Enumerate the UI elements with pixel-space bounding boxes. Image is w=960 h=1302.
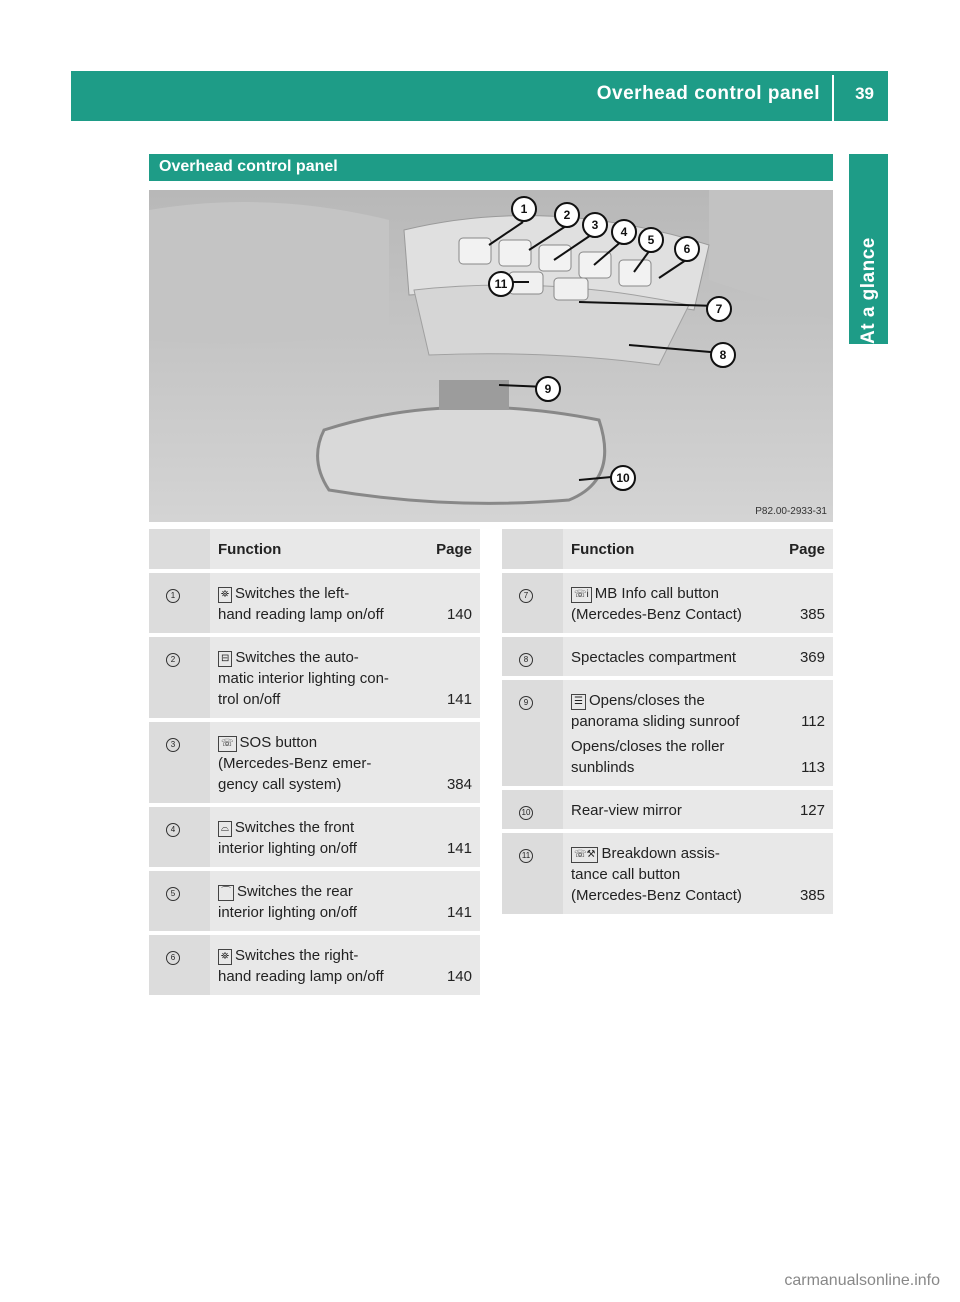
switch-3 [539, 245, 571, 271]
row-function: ☏i MB Info call button (Mercedes-Benz Contact) [563, 573, 777, 637]
table-row [502, 833, 833, 918]
reading-lamp-icon: ⛯ [218, 949, 232, 965]
row-function: ⊟ Switches the auto- matic interior lighting con- trol on/off [210, 637, 424, 722]
rear-view-mirror [318, 407, 605, 503]
callout-7: 7 [706, 296, 732, 322]
row-page: 140 [424, 935, 480, 999]
watermark: carmanualsonline.info [784, 1272, 940, 1289]
row-function: ⌒ Switches the rear interior lighting on/off [210, 871, 424, 935]
callout-1: 1 [511, 196, 537, 222]
row-function: ⛯ Switches the left- hand reading lamp on/off [210, 573, 424, 637]
row-number: 6 [149, 935, 210, 999]
table-row [502, 573, 833, 637]
row-number: 8 [502, 637, 563, 680]
table-row [149, 637, 480, 722]
row-function: ⌓ Switches the front interior lighting on/off [210, 807, 424, 871]
sos-phone-icon: ☏ [218, 736, 237, 752]
table-row [502, 790, 833, 833]
callout-4: 4 [611, 219, 637, 245]
front-interior-light-icon: ⌓ [218, 821, 232, 837]
callout-8: 8 [710, 342, 736, 368]
page-header: Page [777, 529, 833, 573]
section-heading [149, 154, 833, 181]
function-table-right [502, 529, 833, 918]
row-number: 3 [149, 722, 210, 807]
row-page: 141 [424, 871, 480, 935]
callout-5: 5 [638, 227, 664, 253]
row-function: ☏ SOS button (Mercedes-Benz emer- gency call system) [210, 722, 424, 807]
callout-3: 3 [582, 212, 608, 238]
auto-light-off-icon: ⊟ [218, 651, 232, 667]
row-number: 2 [149, 637, 210, 722]
figure-code: P82.00-2933-31 [755, 506, 827, 517]
row-page: 385 [777, 573, 833, 637]
table-row [149, 807, 480, 871]
row-function: ⛯ Switches the right- hand reading lamp on/off [210, 935, 424, 999]
header-bar [71, 71, 888, 121]
page-number: 39 [855, 84, 874, 103]
callout-6: 6 [674, 236, 700, 262]
row-number: 5 [149, 871, 210, 935]
section-title: Overhead control panel [159, 158, 338, 175]
table-row [149, 722, 480, 807]
callout-11: 11 [488, 271, 514, 297]
side-tab [849, 154, 888, 344]
spectacles-compartment [414, 285, 689, 365]
num-header [149, 529, 210, 573]
row-function: ☏⚒ Breakdown assis- tance call button (Mercedes-Benz Contact) [563, 833, 777, 918]
switch-2 [499, 240, 531, 266]
callout-2: 2 [554, 202, 580, 228]
row-number: 1 [149, 573, 210, 637]
row-page: 369 [777, 637, 833, 680]
table-row [149, 935, 480, 999]
row-function: ☰ Opens/closes the panorama sliding sunroof Opens/closes the roller sunblinds [563, 680, 777, 790]
callout-9: 9 [535, 376, 561, 402]
num-header [502, 529, 563, 573]
table-header-row [149, 529, 480, 573]
reading-lamp-icon: ⛯ [218, 587, 232, 603]
rear-interior-light-icon: ⌒ [218, 885, 234, 901]
row-page: 384 [424, 722, 480, 807]
row-page: 127 [777, 790, 833, 833]
table-row [502, 680, 833, 790]
table-header-row [502, 529, 833, 573]
row-function: Rear-view mirror [563, 790, 777, 833]
function-table-left [149, 529, 480, 999]
info-call-icon: ☏i [571, 587, 592, 603]
switch-1 [459, 238, 491, 264]
row-page: 140 [424, 573, 480, 637]
switch-info [554, 278, 588, 300]
sunroof-icon: ☰ [571, 694, 586, 710]
table-row [149, 871, 480, 935]
row-number: 11 [502, 833, 563, 918]
page-header: Page [424, 529, 480, 573]
row-number: 4 [149, 807, 210, 871]
switch-5 [619, 260, 651, 286]
mirror-mount [439, 380, 509, 410]
header-title: Overhead control panel [596, 83, 820, 104]
side-tab-label: At a glance [858, 237, 879, 344]
row-number: 10 [502, 790, 563, 833]
row-number: 9 [502, 680, 563, 790]
sun-visor-left [149, 202, 389, 343]
row-number: 7 [502, 573, 563, 637]
function-header: Function [210, 529, 424, 573]
breakdown-call-icon: ☏⚒ [571, 847, 598, 863]
function-header: Function [563, 529, 777, 573]
table-row [149, 573, 480, 637]
header-divider [832, 75, 834, 121]
table-row [502, 637, 833, 680]
row-page: 112 113 [777, 680, 833, 790]
callout-10: 10 [610, 465, 636, 491]
row-page: 141 [424, 637, 480, 722]
row-page: 385 [777, 833, 833, 918]
row-page: 141 [424, 807, 480, 871]
row-function: Spectacles compartment [563, 637, 777, 680]
overhead-panel-figure [149, 190, 833, 522]
